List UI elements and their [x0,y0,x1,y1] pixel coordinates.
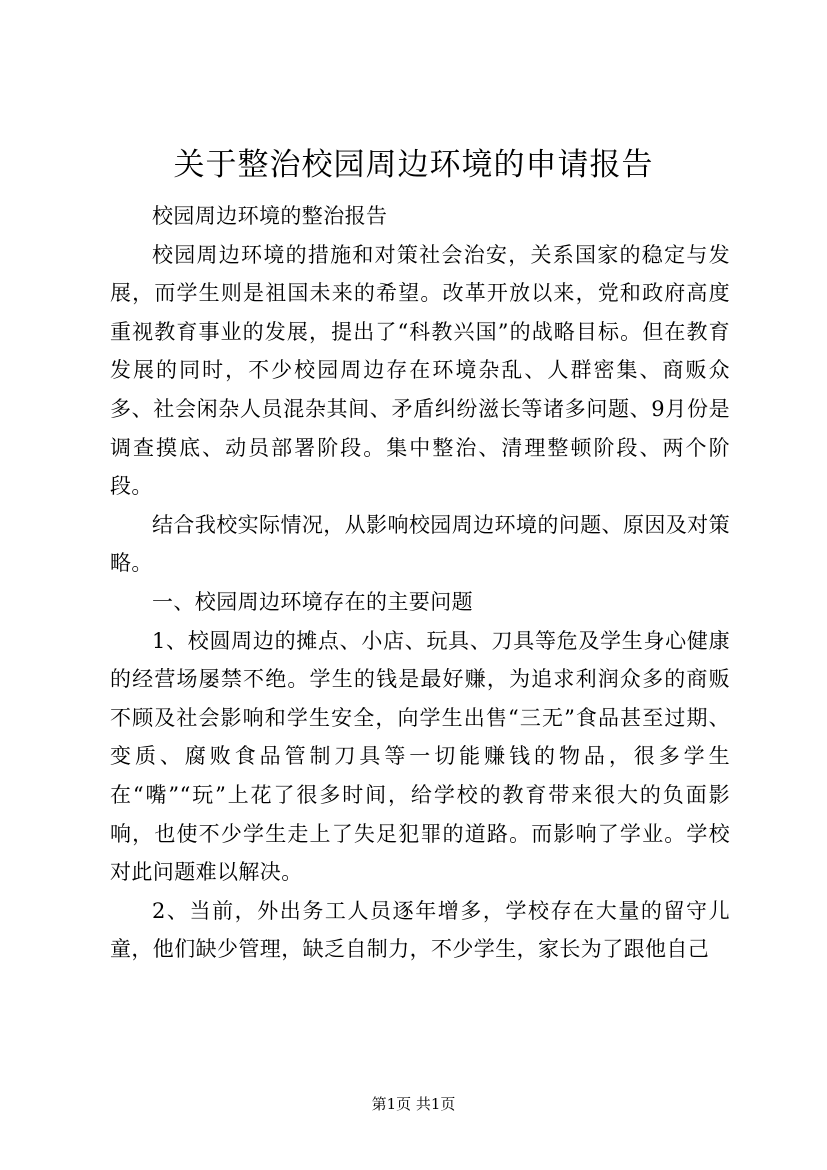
page-footer: 第1页 共1页 [371,1095,456,1113]
section-heading: 一、校园周边环境存在的主要问题 [152,589,473,614]
paragraph: 校园周边环境的措施和对策社会治安，关系国家的稳定与发展，而学生则是祖国未来的希望。改革开放以来，党和政府高度重视教育事业的发展，提出了“科教兴国”的战略目标。但在教育发展的同时，不少校园周边存在环境杂乱、人群密集、商贩众多、社会闲杂人员混杂其间、矛盾纠纷滋长等诸多问题、9月份是调查摸底、动员部署阶段。集中整治、清理整顿阶段、两个阶段。 [110,242,730,499]
document-subtitle: 校园周边环境的整治报告 [152,204,388,228]
paragraph: 1、校圆周边的摊点、小店、玩具、刀具等危及学生身心健康的经营场屡禁不绝。学生的钱是最好赚，为追求利润众多的商贩不顾及社会影响和学生安全，向学生出售“三无”食品甚至过期、变质、腐败食品管制刀具等一切能赚钱的物品，很多学生在“嘴”“玩”上花了很多时间，给学校的教育带来很大的负面影响，也使不少学生走上了失足犯罪的道路。而影响了学业。学校对此问题难以解决。 [110,628,730,885]
document-title: 关于整治校园周边环境的申请报告 [173,147,654,183]
paragraph: 结合我校实际情况，从影响校园周边环境的问题、原因及对策略。 [110,512,730,576]
document-body [110,197,730,969]
paragraph: 2、当前，外出务工人员逐年增多，学校存在大量的留守儿童，他们缺少管理，缺乏自制力，不少学生，家长为了跟他自己 [110,898,730,962]
